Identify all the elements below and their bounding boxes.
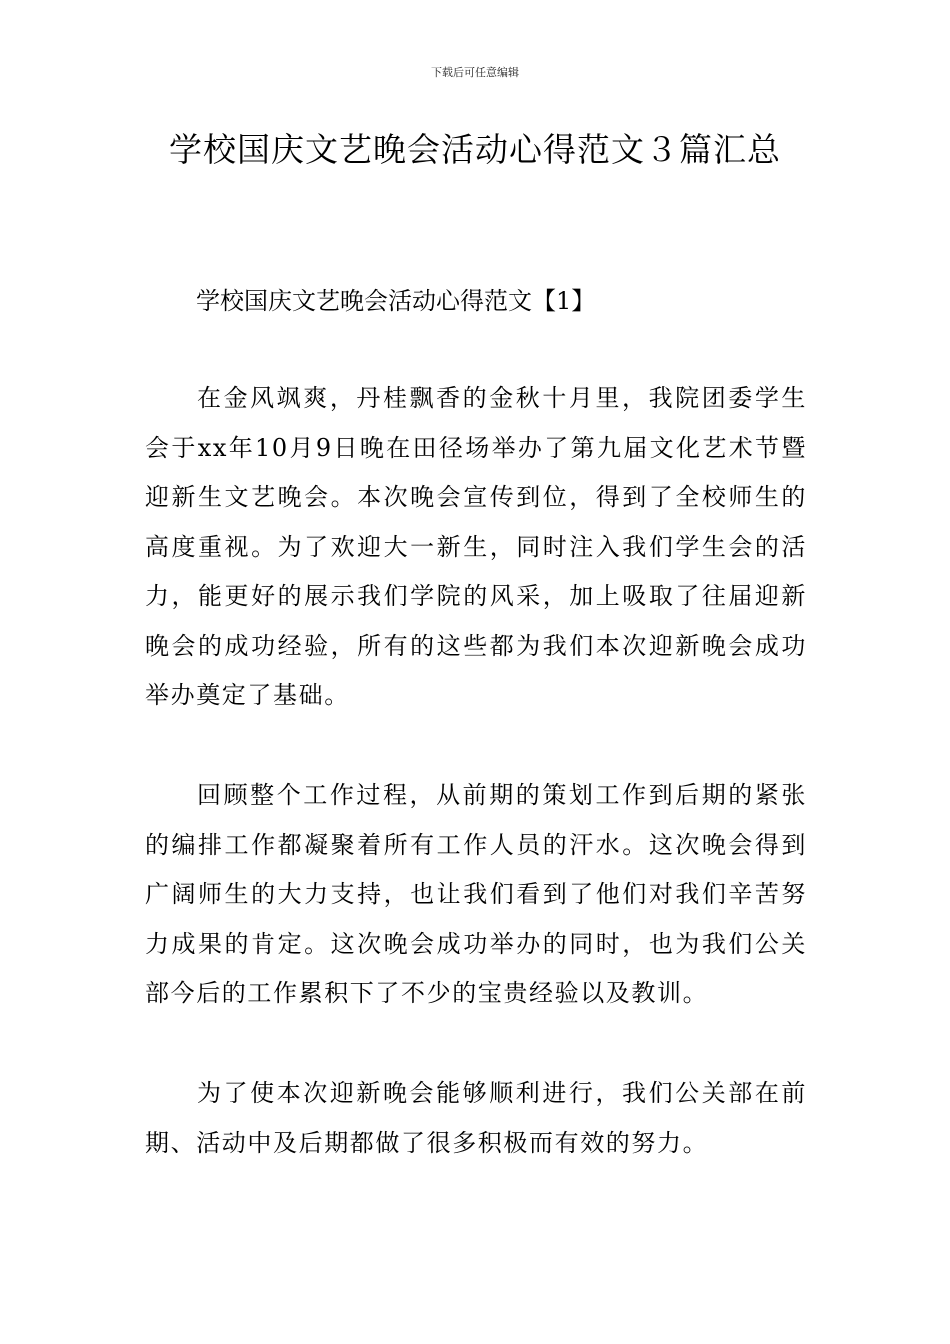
header-note: 下载后可任意编辑 [431,66,519,79]
paragraph-1: 在金风飒爽，丹桂飘香的金秋十月里，我院团委学生会于xx年10月9日晚在田径场举办了第九届文化艺术节暨迎新生文艺晚会。本次晚会宣传到位，得到了全校师生的高度重视。为了欢迎大一新生，同时注入我们学生会的活力，能更好的展示我们学院的风采，加上吸取了往届迎新晚会的成功经验，所有的这些都为我们本次迎新晚会成功举办奠定了基础。 [145,384,807,709]
document-title: 学校国庆文艺晚会活动心得范文３篇汇总 [169,130,781,169]
paragraph-3: 为了使本次迎新晚会能够顺利进行，我们公关部在前期、活动中及后期都做了很多积极而有效的努力。 [145,1079,807,1157]
section-heading: 学校国庆文艺晚会活动心得范文【1】 [196,287,596,315]
paragraph-2: 回顾整个工作过程，从前期的策划工作到后期的紧张的编排工作都凝聚着所有工作人员的汗水。这次晚会得到广阔师生的大力支持，也让我们看到了他们对我们辛苦努力成果的肯定。这次晚会成功举办的同时，也为我们公关部今后的工作累积下了不少的宝贵经验以及教训。 [145,781,807,1007]
